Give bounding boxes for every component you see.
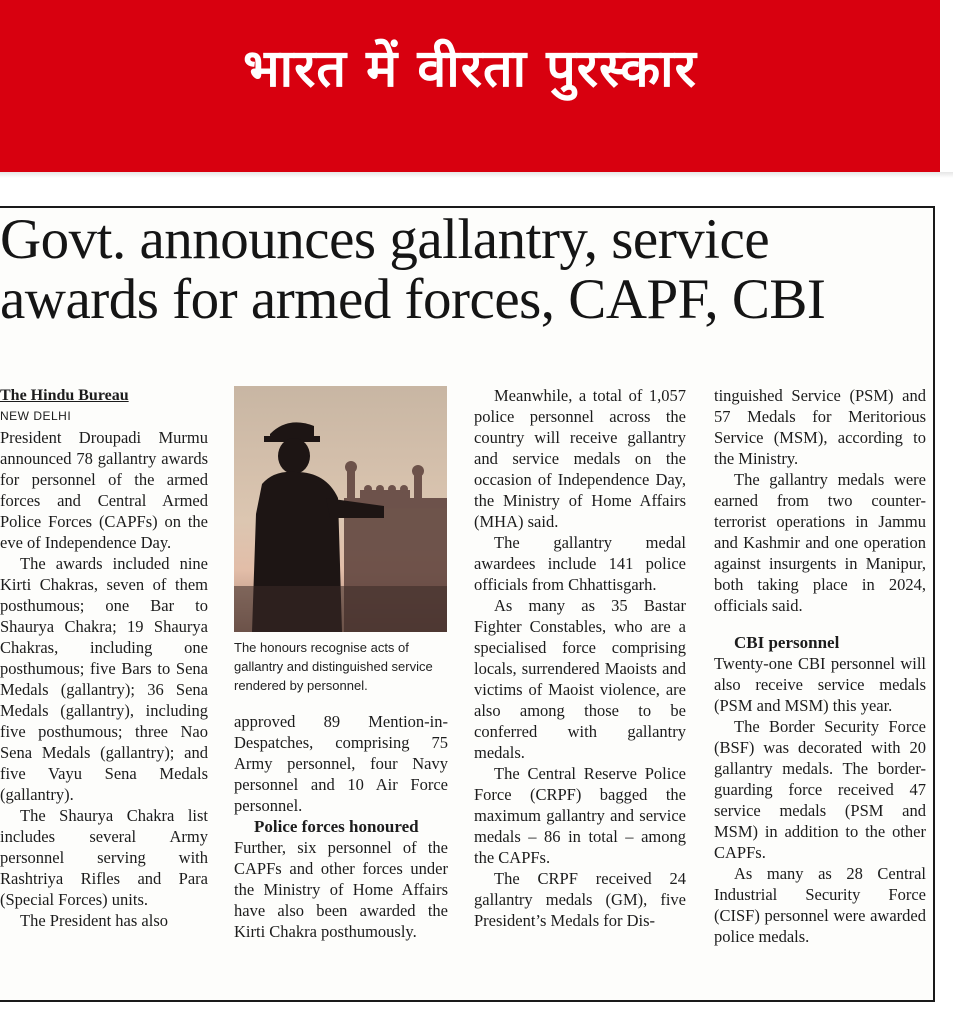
- article-column-4: [714, 385, 926, 947]
- subhead-police-forces: Police forces honoured: [254, 817, 419, 836]
- paragraph: The Border Security Force (BSF) was decorated with 20 gallantry medals. The border-guarding force received 47 service medals (PSM and MSM) in addition to the other CAPFs.: [714, 717, 926, 862]
- headline-line-2: awards for armed forces, CAPF, CBI: [0, 268, 826, 331]
- paragraph: The CRPF received 24 gallantry medals (GM), five President’s Medals for Dis-: [474, 869, 686, 930]
- banner: [0, 0, 940, 172]
- paragraph: The Shaurya Chakra list includes several Army personnel serving with Rashtriya Rifles and Para (Special Forces) units.: [0, 806, 208, 909]
- paragraph: Further, six personnel of the CAPFs and other forces under the Ministry of Home Affairs have also been awarded the Kirti Chakra posthumously.: [234, 838, 448, 941]
- banner-shadow: [0, 172, 953, 178]
- article-photo: [234, 386, 447, 632]
- paragraph: As many as 35 Bastar Fighter Constables, who are a specialised force comprising locals, surrendered Maoists and victims of Maoist violence, are also among those to be conferred with gallantry medals.: [474, 596, 686, 762]
- paragraph: Twenty-one CBI personnel will also receive service medals (PSM and MSM) this year.: [714, 654, 926, 715]
- article-column-1: [0, 385, 208, 931]
- paragraph: The gallantry medal awardees include 141 police officials from Chhattisgarh.: [474, 533, 686, 594]
- soldier-silhouette-image: [234, 386, 447, 632]
- newspaper-clipping: [0, 206, 935, 1002]
- paragraph: tinguished Service (PSM) and 57 Medals for Meritorious Service (MSM), according to the Ministry.: [714, 386, 926, 468]
- paragraph: President Droupadi Murmu announced 78 gallantry awards for personnel of the armed forces and Central Armed Police Forces (CAPFs) on the eve of Independence Day.: [0, 428, 208, 552]
- paragraph: Meanwhile, a total of 1,057 police personnel across the country will receive gallantry and service medals on the occasion of Independence Day, the Ministry of Home Affairs (MHA) said.: [474, 386, 686, 531]
- article-column-2: [234, 711, 448, 942]
- headline-line-1: Govt. announces gallantry, service: [0, 208, 770, 271]
- paragraph: As many as 28 Central Industrial Security Force (CISF) personnel were awarded police medals.: [714, 864, 926, 946]
- paragraph: The Central Reserve Police Force (CRPF) bagged the maximum gallantry and service medals – 86 in total – among the CAPFs.: [474, 764, 686, 867]
- article-headline: [0, 210, 930, 330]
- banner-title: भारत में वीरता पुरस्कार: [243, 38, 697, 99]
- byline: The Hindu Bureau: [0, 387, 129, 404]
- photo-caption: The honours recognise acts of gallantry and distinguished service rendered by personnel.: [234, 640, 433, 693]
- subhead-cbi-personnel: CBI personnel: [734, 633, 840, 652]
- article-column-3: [474, 385, 686, 931]
- dateline: NEW DELHI: [0, 409, 72, 423]
- paragraph: The gallantry medals were earned from two counter-terrorist operations in Jammu and Kashmir and one operation against insurgents in Manipur, both taking place in 2024, officials said.: [714, 470, 926, 615]
- paragraph: approved 89 Mention-in-Despatches, comprising 75 Army personnel, four Navy personnel and 10 Air Force personnel.: [234, 712, 448, 815]
- paragraph: The awards included nine Kirti Chakras, seven of them posthumous; one Bar to Shaurya Chakra; 19 Shaurya Chakras, including one posthumous; five Bars to Sena Medals (gallantry); 36 Sena Medals (gallantry), including five posthumous; three Nao Sena Medals (gallantry); and five Vayu Sena Medals (gallantry).: [0, 554, 208, 804]
- paragraph: The President has also: [20, 911, 169, 930]
